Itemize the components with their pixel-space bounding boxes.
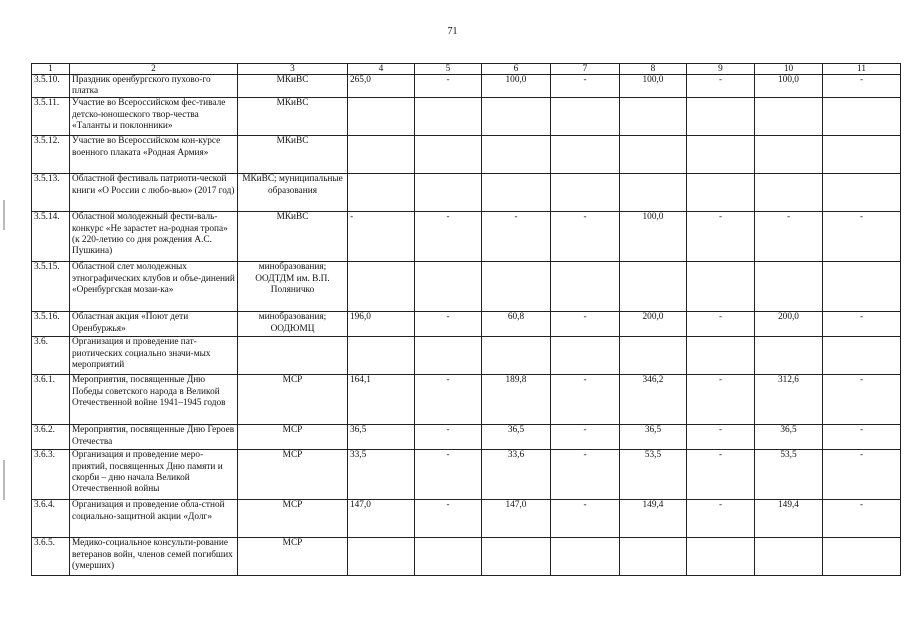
value-cell-col7: - [551,312,620,337]
table-row [32,174,901,212]
value-cell-col10: 200,0 [755,312,823,337]
value-cell-col7 [551,174,620,212]
value-cell-col11: - [823,75,901,98]
value-cell-col7: - [551,425,620,450]
executor-cell: МКиВС [238,136,348,174]
row-number-cell: 3.6.5. [32,538,70,576]
activity-name-cell: Областной фестиваль патриоти-ческой книги «О России с любо-вью» (2017 год) [70,174,238,212]
table-row [32,337,901,375]
value-cell-col7 [551,337,620,375]
value-cell-col7 [551,136,620,174]
row-number-cell: 3.5.16. [32,312,70,337]
value-cell-col8: 200,0 [620,312,687,337]
column-header: 1 [32,64,70,75]
table-row [32,425,901,450]
value-cell-col6 [482,136,551,174]
value-cell-col9 [687,262,755,312]
scan-edge-mark [3,460,5,500]
row-number-cell: 3.6.4. [32,500,70,538]
value-cell-col4: 33,5 [348,450,415,500]
row-number-cell: 3.6.2. [32,425,70,450]
table-row [32,136,901,174]
value-cell-col6 [482,174,551,212]
value-cell-col10 [755,98,823,136]
value-cell-col5 [415,136,482,174]
value-cell-col10 [755,337,823,375]
page-number: 71 [447,26,458,37]
value-cell-col10 [755,262,823,312]
value-cell-col6: 36,5 [482,425,551,450]
value-cell-col10 [755,136,823,174]
value-cell-col4 [348,174,415,212]
value-cell-col4: 164,1 [348,375,415,425]
value-cell-col11: - [823,375,901,425]
value-cell-col9: - [687,375,755,425]
row-number-cell: 3.6. [32,337,70,375]
executor-cell: МКиВС [238,98,348,136]
activity-name-cell: Праздник оренбургского пухово-го платка [70,75,238,98]
activity-name-cell: Организация и проведение меро-приятий, посвященных Дню памяти и скорби – дню начала Великой Отечественной войны [70,450,238,500]
executor-cell: минобразования; ООДТДМ им. В.П. Поляничко [238,262,348,312]
value-cell-col11: - [823,212,901,262]
value-cell-col6: 60,8 [482,312,551,337]
value-cell-col8 [620,136,687,174]
table-row [32,500,901,538]
value-cell-col6: 189,8 [482,375,551,425]
value-cell-col11 [823,337,901,375]
value-cell-col4: 36,5 [348,425,415,450]
value-cell-col8: 36,5 [620,425,687,450]
executor-cell [238,337,348,375]
table-row [32,262,901,312]
row-number-cell: 3.5.14. [32,212,70,262]
value-cell-col11: - [823,450,901,500]
executor-cell: МСР [238,375,348,425]
value-cell-col9 [687,136,755,174]
column-header: 10 [755,64,823,75]
activity-name-cell: Организация и проведение пат-риотических социально значи-мых мероприятий [70,337,238,375]
activity-name-cell: Участие во Всероссийском кон-курсе военного плаката «Родная Армия» [70,136,238,174]
activity-name-cell: Областной молодежный фести-валь-конкурс «Не зарастет на-родная тропа» (к 220-летию со дня рождения А.С. Пушкина) [70,212,238,262]
executor-cell: МКиВС [238,75,348,98]
value-cell-col9: - [687,500,755,538]
value-cell-col7: - [551,500,620,538]
value-cell-col9: - [687,450,755,500]
row-number-cell: 3.5.15. [32,262,70,312]
value-cell-col11 [823,174,901,212]
value-cell-col4: 265,0 [348,75,415,98]
value-cell-col7: - [551,450,620,500]
value-cell-col9: - [687,425,755,450]
row-number-cell: 3.5.13. [32,174,70,212]
value-cell-col6: - [482,212,551,262]
column-header: 5 [415,64,482,75]
value-cell-col9: - [687,212,755,262]
value-cell-col11 [823,98,901,136]
activity-name-cell: Организация и проведение обла-стной социально-защитной акции «Долг» [70,500,238,538]
table-row [32,450,901,500]
column-header: 2 [70,64,238,75]
value-cell-col11 [823,262,901,312]
table-row [32,98,901,136]
header-row [32,64,901,75]
program-activities-table [31,63,901,576]
value-cell-col9 [687,98,755,136]
value-cell-col11: - [823,425,901,450]
executor-cell: МКиВС [238,212,348,262]
value-cell-col10: 100,0 [755,75,823,98]
column-header: 4 [348,64,415,75]
value-cell-col10: 149,4 [755,500,823,538]
value-cell-col4 [348,98,415,136]
value-cell-col4: 147,0 [348,500,415,538]
activity-name-cell: Областная акция «Поют дети Оренбуржья» [70,312,238,337]
value-cell-col5: - [415,312,482,337]
value-cell-col8: 53,5 [620,450,687,500]
value-cell-col4 [348,136,415,174]
value-cell-col11 [823,136,901,174]
value-cell-col7 [551,98,620,136]
activity-name-cell: Участие во Всероссийском фес-тивале детско-юношеского твор-чества «Таланты и поклонники» [70,98,238,136]
column-header: 11 [823,64,901,75]
value-cell-col4: - [348,212,415,262]
value-cell-col10 [755,174,823,212]
table-row [32,375,901,425]
table-row [32,312,901,337]
value-cell-col5: - [415,375,482,425]
value-cell-col4 [348,262,415,312]
value-cell-col8 [620,98,687,136]
value-cell-col9 [687,337,755,375]
value-cell-col9 [687,174,755,212]
value-cell-col8 [620,337,687,375]
value-cell-col11 [823,538,901,576]
column-header: 3 [238,64,348,75]
table-row [32,212,901,262]
value-cell-col5: - [415,75,482,98]
value-cell-col11: - [823,500,901,538]
column-header: 8 [620,64,687,75]
value-cell-col8 [620,538,687,576]
value-cell-col8 [620,262,687,312]
activity-name-cell: Медико-социальное консульти-рование ветеранов войн, членов семей погибших (умерших) [70,538,238,576]
column-header: 6 [482,64,551,75]
row-number-cell: 3.6.1. [32,375,70,425]
value-cell-col9: - [687,312,755,337]
value-cell-col10 [755,538,823,576]
row-number-cell: 3.5.11. [32,98,70,136]
value-cell-col5 [415,538,482,576]
value-cell-col6 [482,337,551,375]
value-cell-col9 [687,538,755,576]
value-cell-col5: - [415,425,482,450]
executor-cell: МСР [238,425,348,450]
executor-cell: МСР [238,450,348,500]
executor-cell: МСР [238,538,348,576]
value-cell-col7: - [551,75,620,98]
value-cell-col5 [415,337,482,375]
value-cell-col5 [415,174,482,212]
value-cell-col8 [620,174,687,212]
value-cell-col10: 312,6 [755,375,823,425]
executor-cell: МКиВС; муниципальные образования [238,174,348,212]
value-cell-col8: 100,0 [620,212,687,262]
value-cell-col4 [348,337,415,375]
value-cell-col5: - [415,450,482,500]
activity-name-cell: Мероприятия, посвященные Дню Победы советского народа в Великой Отечественной войне 1941–1945 годов [70,375,238,425]
value-cell-col6 [482,262,551,312]
value-cell-col6: 100,0 [482,75,551,98]
value-cell-col10: 53,5 [755,450,823,500]
row-number-cell: 3.6.3. [32,450,70,500]
value-cell-col6: 147,0 [482,500,551,538]
value-cell-col4 [348,538,415,576]
table-row [32,75,901,98]
activity-name-cell: Мероприятия, посвященные Дню Героев Отечества [70,425,238,450]
column-header: 9 [687,64,755,75]
value-cell-col6 [482,98,551,136]
value-cell-col8: 149,4 [620,500,687,538]
value-cell-col4: 196,0 [348,312,415,337]
value-cell-col9: - [687,75,755,98]
row-number-cell: 3.5.12. [32,136,70,174]
value-cell-col8: 346,2 [620,375,687,425]
activity-name-cell: Областной слет молодежных этнографических клубов и объе-динений «Оренбургская мозаи-ка» [70,262,238,312]
value-cell-col6 [482,538,551,576]
value-cell-col10: - [755,212,823,262]
column-header: 7 [551,64,620,75]
value-cell-col6: 33,6 [482,450,551,500]
table-row [32,538,901,576]
value-cell-col5 [415,262,482,312]
value-cell-col11: - [823,312,901,337]
value-cell-col5: - [415,500,482,538]
value-cell-col8: 100,0 [620,75,687,98]
value-cell-col7: - [551,212,620,262]
value-cell-col7: - [551,375,620,425]
executor-cell: минобразования; ООДЮМЦ [238,312,348,337]
executor-cell: МСР [238,500,348,538]
value-cell-col10: 36,5 [755,425,823,450]
row-number-cell: 3.5.10. [32,75,70,98]
value-cell-col5: - [415,212,482,262]
value-cell-col5 [415,98,482,136]
value-cell-col7 [551,538,620,576]
value-cell-col7 [551,262,620,312]
scan-edge-mark [3,200,5,230]
